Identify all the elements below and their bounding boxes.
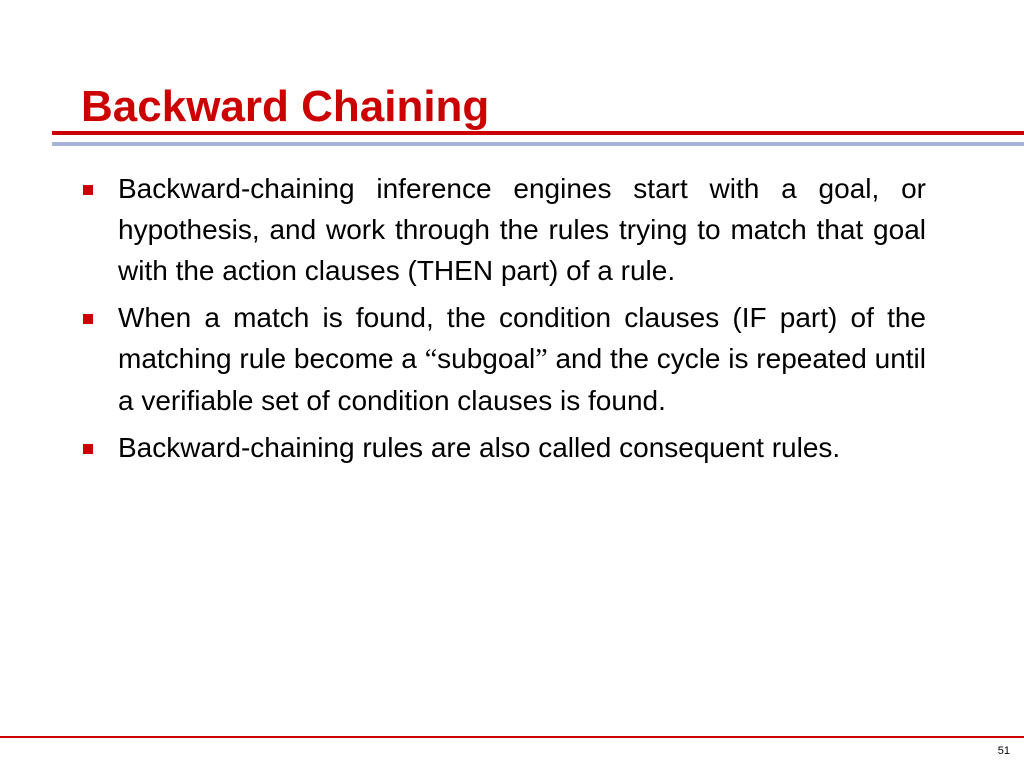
square-bullet-icon <box>83 185 93 195</box>
title-divider-blue <box>52 142 1024 146</box>
close-quote: ” <box>535 344 548 375</box>
page-number: 51 <box>997 745 1010 757</box>
bullet-text: Backward-chaining inference engines start with a goal, or hypothesis, and work through the rules trying to match that goal with the action clauses (THEN part) of a rule. <box>118 173 926 286</box>
square-bullet-icon <box>83 314 93 324</box>
bullet-text-after: and the cycle is repeated until a verifiable set of condition clauses is found. <box>118 343 927 416</box>
square-bullet-icon <box>83 444 93 454</box>
quoted-term: subgoal <box>437 343 536 374</box>
bullet-item <box>78 297 926 421</box>
bullet-text: Backward-chaining rules are also called consequent rules. <box>118 432 841 463</box>
bullet-text <box>118 297 926 421</box>
bullet-text-before: When a match is found, the condition clauses (IF part) of the matching rule become a <box>118 302 926 374</box>
title-divider-red <box>52 131 1024 135</box>
bullet-list <box>78 168 926 474</box>
footer-divider <box>0 736 1024 738</box>
slide-title: Backward Chaining <box>81 82 490 131</box>
bullet-item <box>78 168 926 291</box>
open-quote: “ <box>424 344 438 375</box>
bullet-item <box>78 427 926 468</box>
